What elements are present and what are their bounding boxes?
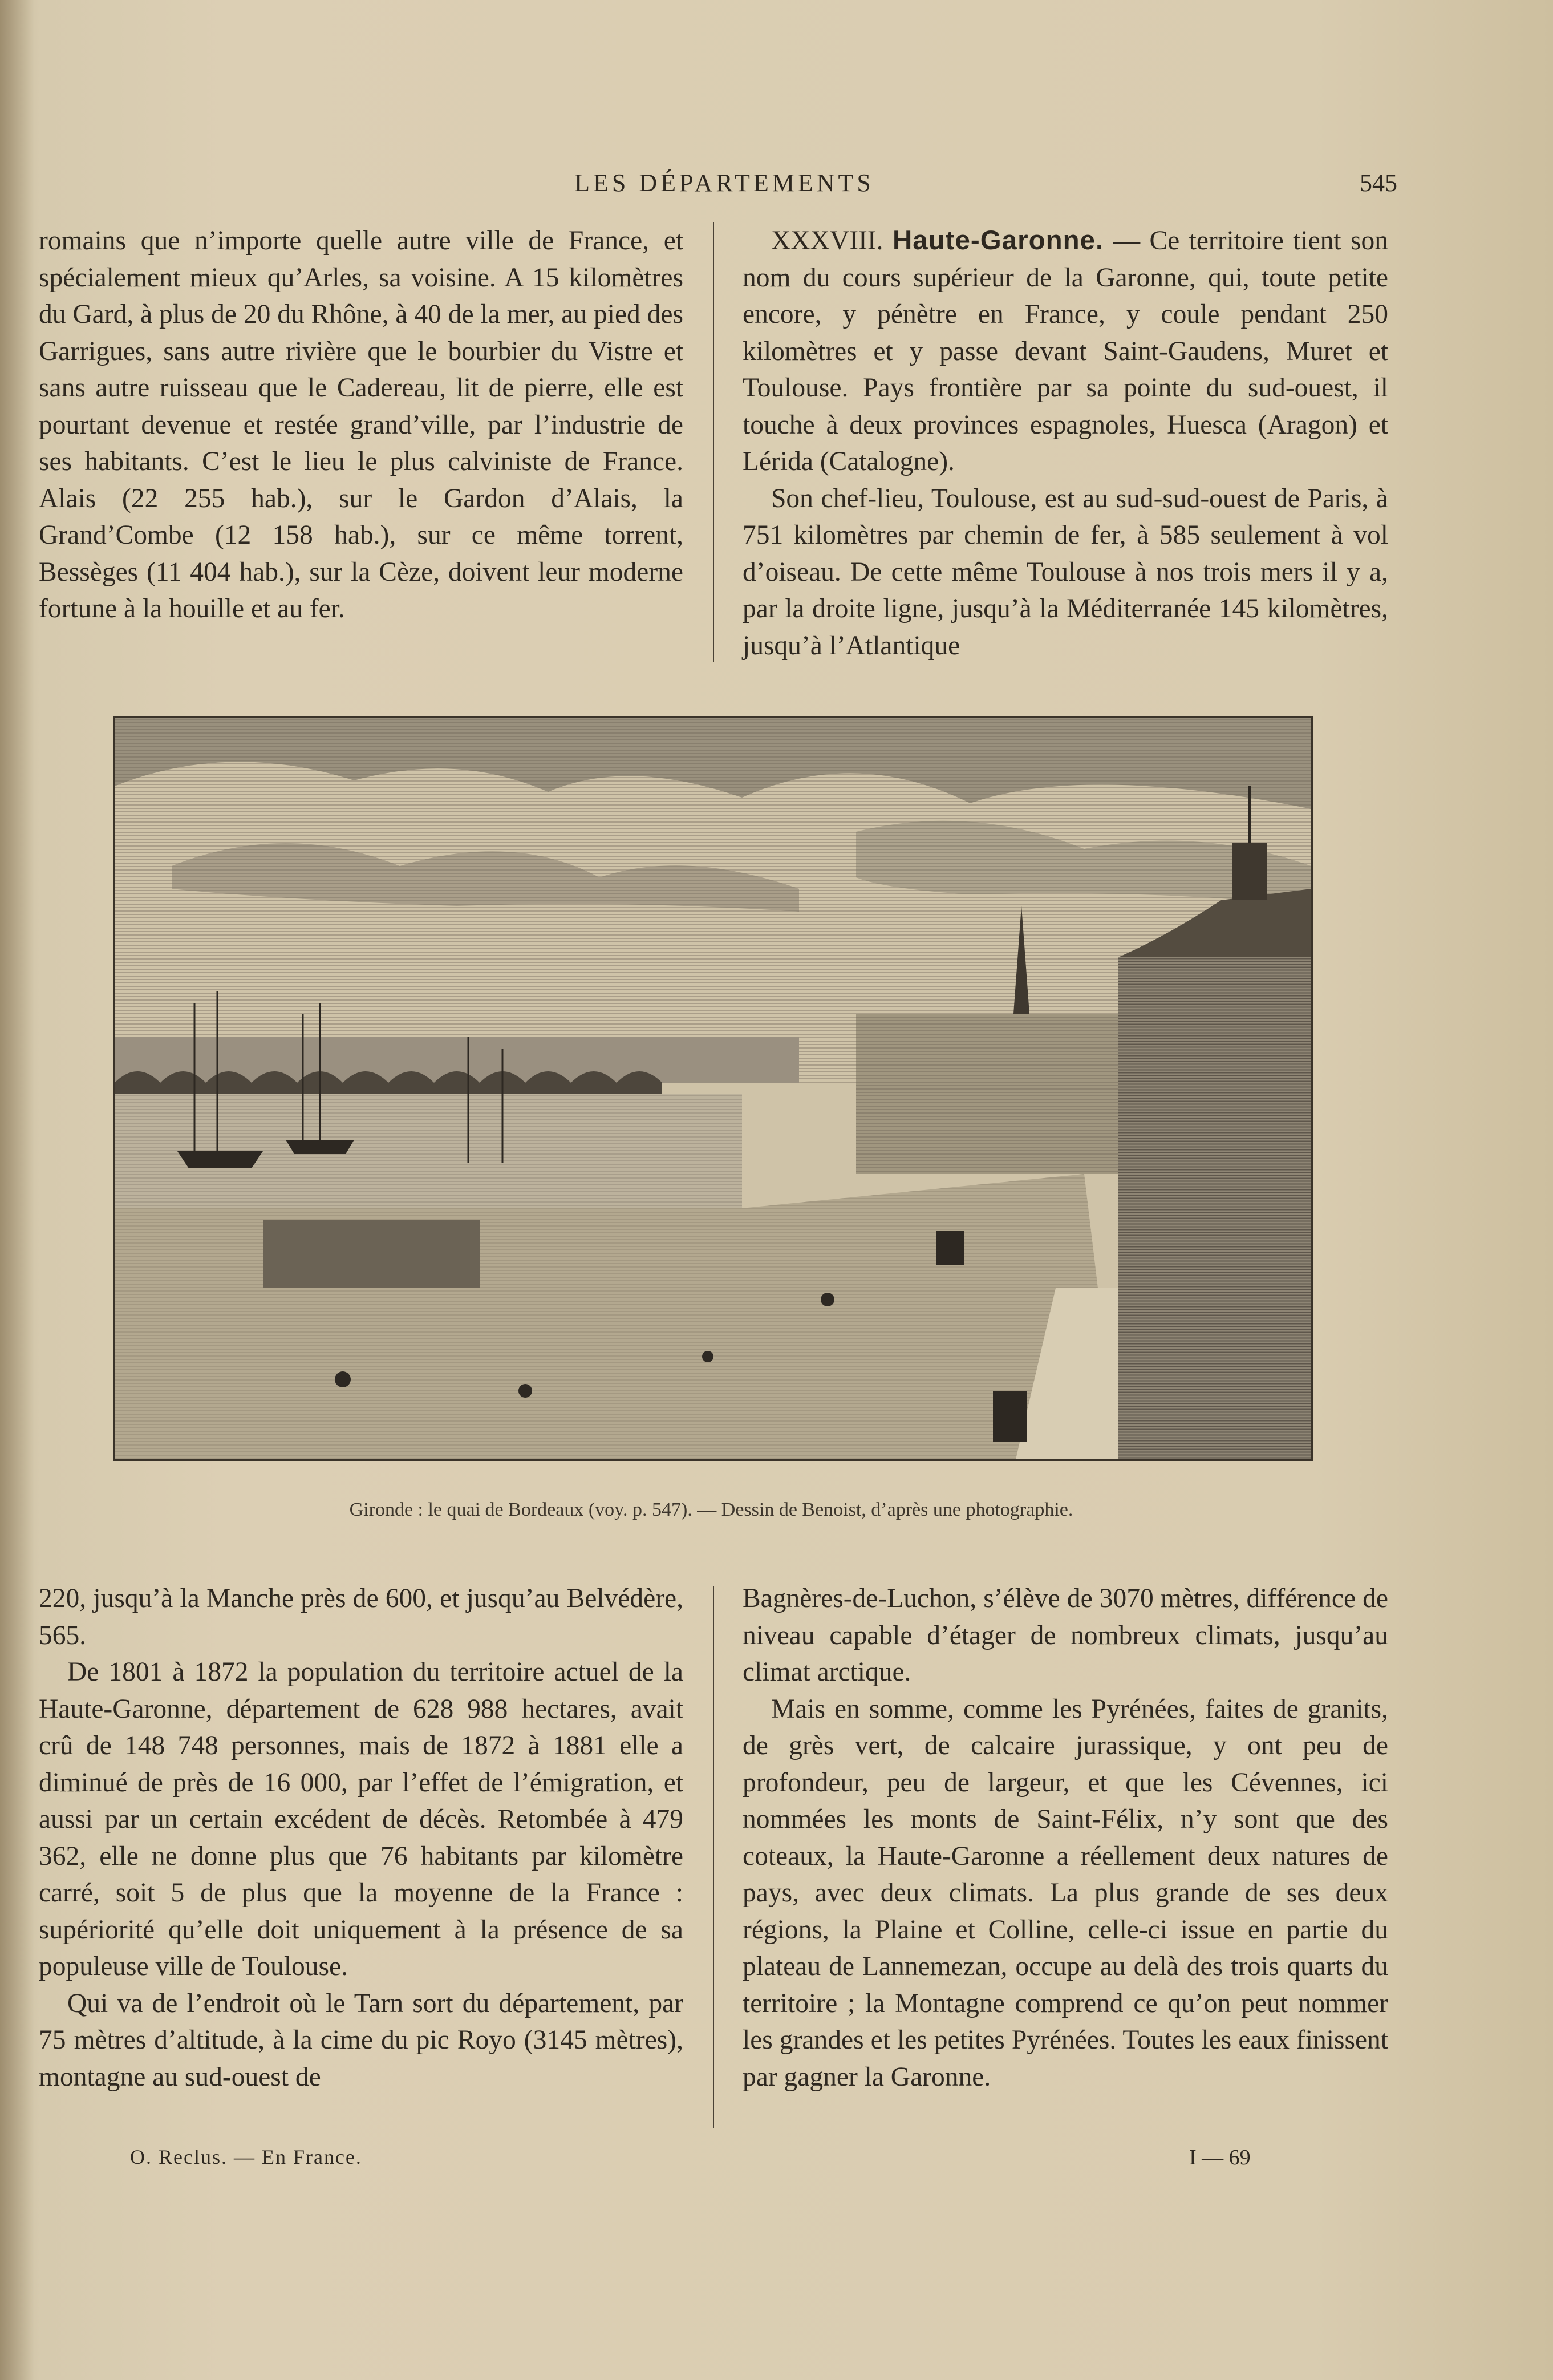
column-divider-bottom <box>713 1586 714 2128</box>
column-left-top <box>39 222 683 628</box>
paragraph: Qui va de l’endroit où le Tarn sort du département, par 75 mètres d’altitude, à la cime du pic Royo (3145 mètres), montagne au sud-ouest de <box>39 1988 683 2092</box>
column-right-top <box>743 222 1388 664</box>
footer-signature: I — 69 <box>1189 2146 1251 2169</box>
paragraph: 220, jusqu’à la Manche près de 600, et jusqu’au Belvédère, 565. <box>39 1584 683 1650</box>
section-text: — Ce territoire tient son nom du cours supérieur de la Garonne, qui, toute petite encore, y pénètre en France, y coule pendant 250 kilomètres et y passe devant Saint-Gaudens, Muret et Toulouse. Pays frontière par sa pointe du sud-ouest, il touche à deux provinces espagnoles, Huesca (Aragon) et Lérida (Catalogne). <box>743 226 1388 476</box>
binding-shadow <box>0 0 34 2380</box>
engraving-illustration <box>113 716 1313 1461</box>
section-title: Haute-Garonne. <box>892 225 1104 256</box>
bordeaux-quay-engraving <box>115 718 1311 1459</box>
paragraph: Bagnères-de-Luchon, s’élève de 3070 mètres, différence de niveau capable d’étager de nombreux climats, jusqu’au climat arctique. <box>743 1584 1388 1687</box>
column-right-bottom <box>743 1580 1388 2095</box>
running-title: LES DÉPARTEMENTS <box>574 169 874 197</box>
column-left-bottom <box>39 1580 683 2095</box>
paragraph: De 1801 à 1872 la population du territoire actuel de la Haute-Garonne, département de 628 988 hectares, avait crû de 148 748 personnes, mais de 1872 à 1881 elle a diminué de près de 16 000, par l’effet de l’émigration, et aussi par un certain excédent de décès. Retombée à 479 362, elle ne donne plus que 76 habitants par kilomètre carré, soit 5 de plus que la moyenne de la France : supériorité qu’elle doit uniquement à la présence de sa populeuse ville de Toulouse. <box>39 1657 683 1981</box>
column-divider-top <box>713 222 714 662</box>
footer-author: O. Reclus. — En France. <box>130 2146 362 2168</box>
figure-caption: Gironde : le quai de Bordeaux (voy. p. 547). — Dessin de Benoist, d’après une photographie. <box>349 1499 1073 1520</box>
paragraph: romains que n’importe quelle autre ville de France, et spécialement mieux qu’Arles, sa voisine. A 15 kilomètres du Gard, à plus de 20 du Rhône, à 40 de la mer, au pied des Garrigues, sans autre rivière que le bourbier du Vistre et sans autre ruisseau que le Cadereau, lit de pierre, elle est pourtant devenue et restée grand’ville, par l’industrie de ses habitants. C’est le lieu le plus calviniste de France. Alais (22 255 hab.), sur le Gardon d’Alais, la Grand’Combe (12 158 hab.), sur ce même torrent, Bessèges (11 404 hab.), sur la Cèze, doivent leur moderne fortune à la houille et au fer. <box>39 226 683 624</box>
section-number: XXXVIII. <box>771 226 883 256</box>
paragraph: Mais en somme, comme les Pyrénées, faites de granits, de grès vert, de calcaire jurassique, y ont peu de profondeur, peu de largeur, et que les Cévennes, ici nommées les monts de Saint-Félix, n’y sont que des coteaux, la Haute-Garonne a réellement deux natures de pays, avec deux climats. La plus grande de ses deux régions, la Plaine et Colline, celle-ci issue en partie du plateau de Lannemezan, occupe au delà des trois quarts du territoire ; la Montagne comprend ce qu’on peut nommer les grandes et les petites Pyrénées. Toutes les eaux finissent par gagner la Garonne. <box>743 1694 1388 2092</box>
page-number: 545 <box>1360 169 1397 197</box>
page-header <box>51 168 1397 203</box>
section-paragraph <box>743 222 1388 480</box>
paragraph: Son chef-lieu, Toulouse, est au sud-sud-ouest de Paris, à 751 kilomètres par chemin de fer, à 585 seulement à vol d’oiseau. De cette même Toulouse à nos trois mers il y a, par la droite ligne, jusqu’à la Méditerranée 145 kilomètres, jusqu’à l’Atlantique <box>743 483 1388 661</box>
